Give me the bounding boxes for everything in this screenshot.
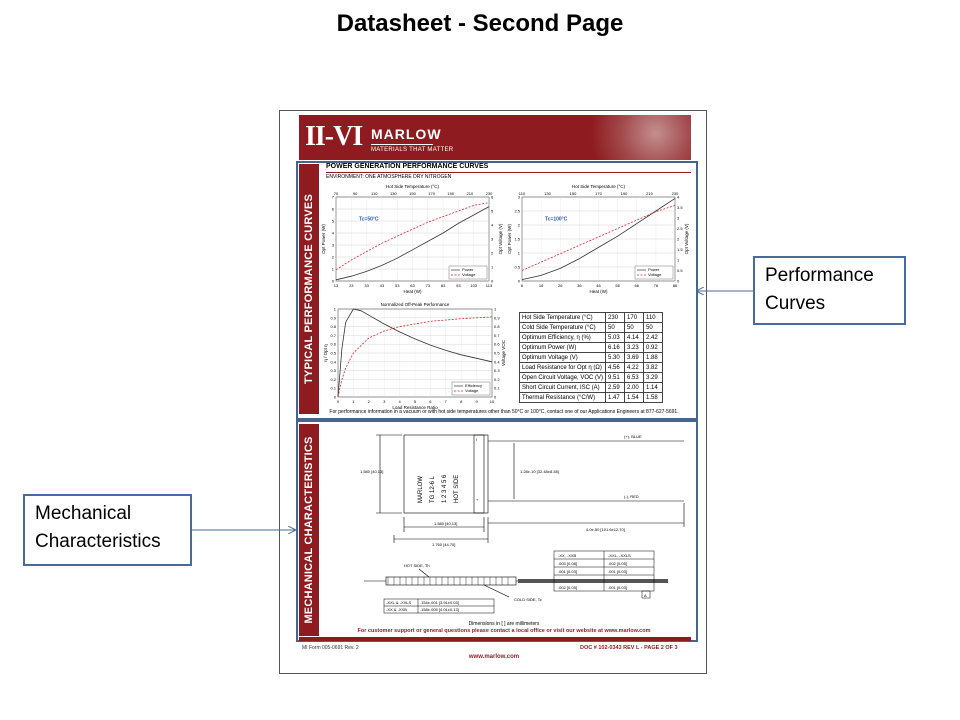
performance-section-title: POWER GENERATION PERFORMANCE CURVES [326,163,489,170]
y2-tick: 4 [677,194,680,200]
y2-tick: 0 [491,278,494,284]
perf-cell: 1.14 [644,383,663,393]
thickness-model: -XXL & -XXLS [386,600,412,605]
tol-header-2: -XXL, -XXLS [608,553,631,558]
legend-label: Efficiency [465,383,483,388]
x-tick: 7 [444,399,447,404]
legend-label: Voltage [648,272,662,277]
y-tick: 0.9 [330,315,336,321]
x-tick: 26 [558,283,563,288]
perf-cell: 2.42 [644,333,663,343]
y-axis-label: Opt Power (W) [321,224,326,254]
y2-axis-label: Opt Voltage (V) [498,223,503,255]
perf-row-label: Cold Side Temperature (°C) [520,323,606,333]
x-tick: 5 [413,399,417,404]
x-axis-label: Heat (W) [403,289,422,294]
y-tick: 0.5 [330,350,336,356]
y-tick: 2.5 [514,208,520,214]
y-tick: 1 [331,266,334,272]
perf-cell: 1.58 [644,393,663,403]
top-tick: 90 [352,191,358,196]
perf-cell: 1.88 [644,353,663,363]
y-tick: 5 [331,218,334,224]
dim-height: 1.580 [40.13] [360,469,384,474]
x-tick: 16 [538,283,544,288]
module-text-3: 1 2 3 4 5 6 [442,474,448,503]
perf-row-label: Open Circuit Voltage, VOC (V) [520,373,606,383]
perf-cell: 110 [644,313,663,323]
cold-side-label: COLD SIDE, Tc [514,597,542,602]
top-tick: 110 [518,191,526,196]
y2-tick: 0.7 [494,332,500,338]
thickness-value: .158±.005 [4.01±0.13] [420,607,459,612]
y2-tick: 3 [677,215,680,221]
x-tick: 33 [364,283,369,288]
dim-lead-total: 4.0±.50 [101.6±12.70] [586,527,625,532]
x-tick: 86 [672,283,678,288]
perf-cell: 5.30 [606,353,625,363]
x-tick: 4 [398,399,401,404]
tol-cell: .002 [0.05] [608,561,627,566]
chart-title: Normalized Off-Peak Performance [380,302,450,307]
y2-tick: 0.2 [494,376,500,382]
perf-cell: 6.16 [606,343,625,353]
x-tick: 63 [410,283,415,288]
perf-row-label: Short Circuit Current, ISC (A) [520,383,606,393]
lead-negative: (-), RED [624,494,639,499]
module-text-4: HOT SIDE [454,474,460,503]
perf-row-label: Load Resistance for Opt η (Ω) [520,363,606,373]
y2-tick: 5 [491,208,494,214]
tol-cell: .001 [0.03] [558,569,577,574]
x-tick: 2 [367,399,370,404]
y2-tick: 1.5 [677,247,683,252]
environment-note: ENVIRONMENT: ONE ATMOSPHERE DRY NITROGEN [326,174,452,180]
lead-positive: (+), BLUE [624,434,642,439]
performance-callout: Performance Curves [753,256,906,325]
y-tick: 0.4 [330,359,336,365]
x-tick: 6 [429,399,432,404]
y-tick: 2 [517,222,520,228]
y-tick: 0 [333,394,336,400]
y2-tick: 0 [677,278,680,284]
y-tick: 0.8 [330,324,336,330]
x-tick: 3 [383,399,386,404]
y-tick: 0 [331,278,334,284]
form-number: MI Form 005-0691 Rev. 2 [302,645,359,651]
x-tick: 83 [440,283,446,288]
legend-label: Voltage [465,388,479,393]
x-tick: 0 [336,399,340,404]
perf-cell: 0.92 [644,343,663,353]
perf-cell: 50 [625,323,644,333]
logo-name: MARLOW [371,126,442,142]
dim-outer: 1.760 [44.70] [432,542,456,547]
y2-tick: 3.5 [677,205,683,210]
x-tick: 1 [352,399,355,404]
y-tick: 2 [331,254,334,260]
x-tick: 76 [653,283,659,288]
document-number: DOC # 102-0343 REV L - PAGE 2 OF 3 [580,645,678,651]
y-tick: 7 [331,194,334,200]
y2-tick: 0.6 [494,341,500,347]
svg-text:I: I [476,437,478,442]
perf-row-label: Optimum Power (W) [520,343,606,353]
y2-tick: 1 [494,306,497,312]
dim-width: 1.580 [40.13] [434,521,458,526]
x-tick: 6 [520,283,524,288]
module-text-2: TG 12-6 L [430,475,436,503]
logo-tagline: MATERIALS THAT MATTER [371,147,454,153]
y2-tick: 0.5 [677,268,683,273]
legend-label: Power [462,267,474,272]
top-tick: 70 [333,191,339,196]
y2-tick: 0.3 [494,368,500,374]
y-tick: 0.7 [330,332,336,338]
top-axis-label: Hot Side Temperature (°C) [386,184,439,189]
svg-text:+: + [476,497,479,502]
x-tick: 53 [394,283,400,288]
perf-cell: 1.54 [625,393,644,403]
perf-cell: 50 [644,323,663,333]
y-tick: 0.1 [330,385,336,391]
y2-tick: 1 [677,257,680,263]
perf-cell: 9.51 [606,373,625,383]
module-text-1: MARLOW [418,476,424,503]
perf-cell: 50 [606,323,625,333]
perf-row-label: Hot Side Temperature (°C) [520,313,606,323]
logo-mark: II-VI [305,121,363,152]
y2-tick: 2 [491,250,494,256]
top-tick: 230 [485,191,493,196]
thickness-value: .154±.001 [3.91±0.03] [420,600,459,605]
perf-cell: 4.22 [625,363,644,373]
perf-cell: 5.03 [606,333,625,343]
y-tick: 1 [333,306,336,312]
y2-tick: 0.4 [494,359,500,365]
y-tick: 0.2 [330,376,336,382]
tol-cell: .002 [0.05] [558,585,577,590]
top-tick: 190 [620,191,628,196]
perf-cell: 4.56 [606,363,625,373]
dimensions-note: Dimensions in [ ] are millimeters [468,621,540,627]
x-tick: 36 [577,283,582,288]
y-tick: 3 [517,194,520,200]
mechanical-sidebar-label: MECHANICAL CHARACTERISTICS [303,436,315,624]
perf-cell: 2.59 [606,383,625,393]
y-axis-label: η / Opt η [323,344,328,362]
y-tick: 0.3 [330,368,336,374]
x-tick: 10 [489,399,495,404]
support-note: For customer support or general questions please contact a local office or visit our website at www.marlow.com [357,628,651,634]
y-tick: 0.5 [514,264,520,270]
legend-label: Voltage [462,272,476,277]
y2-tick: 4 [491,222,494,228]
y-axis-label: Opt Power (W) [507,224,512,254]
perf-row-label: Optimum Voltage (V) [520,353,606,363]
datum-label: A [644,593,647,598]
perf-cell: 3.23 [625,343,644,353]
tol-cell: .001 [0.03] [608,585,627,590]
y-tick: 1.5 [514,236,520,242]
x-tick: 56 [615,283,620,288]
perf-cell: 1.47 [606,393,625,403]
hot-side-label: HOT SIDE, Th [404,563,430,568]
x-tick: 66 [634,283,639,288]
tol-header-1: -XX, -XXB [558,553,577,558]
perf-cell: 4.14 [625,333,644,343]
y2-tick: 0.1 [494,385,500,391]
y2-tick: 1 [491,264,494,270]
perf-cell: 170 [625,313,644,323]
y2-tick: 0.9 [494,315,500,321]
perf-cell: 230 [606,313,625,323]
top-tick: 190 [447,191,455,196]
x-tick: 13 [333,283,339,288]
x-axis-label: Heat (W) [589,289,608,294]
x-tick: 46 [596,283,601,288]
top-tick: 150 [409,191,416,196]
performance-note: For performance information in a vacuum or with hot side temperatures other than 50°C or 100°C, contact one of our Applications Engineers at 877-627-5691. [329,409,679,415]
y-tick: 1 [517,250,520,256]
top-tick: 210 [646,191,653,196]
x-tick: 73 [425,283,431,288]
top-tick: 110 [371,191,378,196]
y-tick: 3 [331,242,334,248]
y2-tick: 2 [677,236,680,242]
dim-lead-length: 1.28±.10 [32.48±8.38] [520,469,559,474]
y2-tick: 0.8 [494,324,500,330]
x-tick: 93 [456,283,461,288]
y-tick: 4 [331,230,334,236]
y-tick: 0 [517,278,520,284]
y2-tick: 0 [494,394,497,400]
tol-cell: .001 [0.03] [608,569,627,574]
x-tick: 43 [379,283,385,288]
top-tick: 130 [544,191,551,196]
perf-cell: 3.82 [644,363,663,373]
top-axis-label: Hot Side Temperature (°C) [572,184,625,189]
y2-axis-label: Opt Voltage (V) [684,223,689,255]
x-tick: 23 [349,283,354,288]
x-axis-label: Load Resistance Ratio [392,405,438,410]
x-tick: 103 [470,283,478,288]
thickness-model: -XX & -XXB [386,607,407,612]
top-tick: 210 [466,191,474,196]
perf-cell: 3.29 [644,373,663,383]
slide-title: Datasheet - Second Page [336,10,624,37]
legend-label: Power [648,267,660,272]
x-tick: 8 [460,399,463,404]
performance-sidebar-label: TYPICAL PERFORMANCE CURVES [303,194,315,384]
mechanical-callout: Mechanical Characteristics [23,494,192,566]
footer-url[interactable]: www.marlow.com [468,654,520,660]
y2-tick: 6 [491,194,494,200]
y-tick: 0.6 [330,341,336,347]
top-tick: 170 [595,191,602,196]
tol-cell: .003 [0.08] [558,561,577,566]
perf-row-label: Thermal Resistance (°C/W) [520,393,606,403]
chart-annotation: Tc=50°C [358,216,379,223]
top-tick: 170 [428,191,435,196]
y-tick: 6 [331,206,334,212]
perf-row-label: Optimum Efficiency, η (%) [520,333,606,343]
top-tick: 230 [671,191,679,196]
y2-tick: 3 [491,236,494,242]
x-tick: 113 [485,283,493,288]
chart-annotation: Tc=100°C [544,216,568,223]
perf-cell: 6.53 [625,373,644,383]
y2-tick: 0.5 [494,350,500,356]
y2-tick: 2.5 [677,226,683,231]
top-tick: 150 [569,191,577,196]
perf-cell: 3.69 [625,353,644,363]
y2-axis-label: Voltage VOC [501,339,506,367]
x-tick: 9 [475,399,478,404]
top-tick: 130 [390,191,397,196]
perf-cell: 2.00 [625,383,644,393]
